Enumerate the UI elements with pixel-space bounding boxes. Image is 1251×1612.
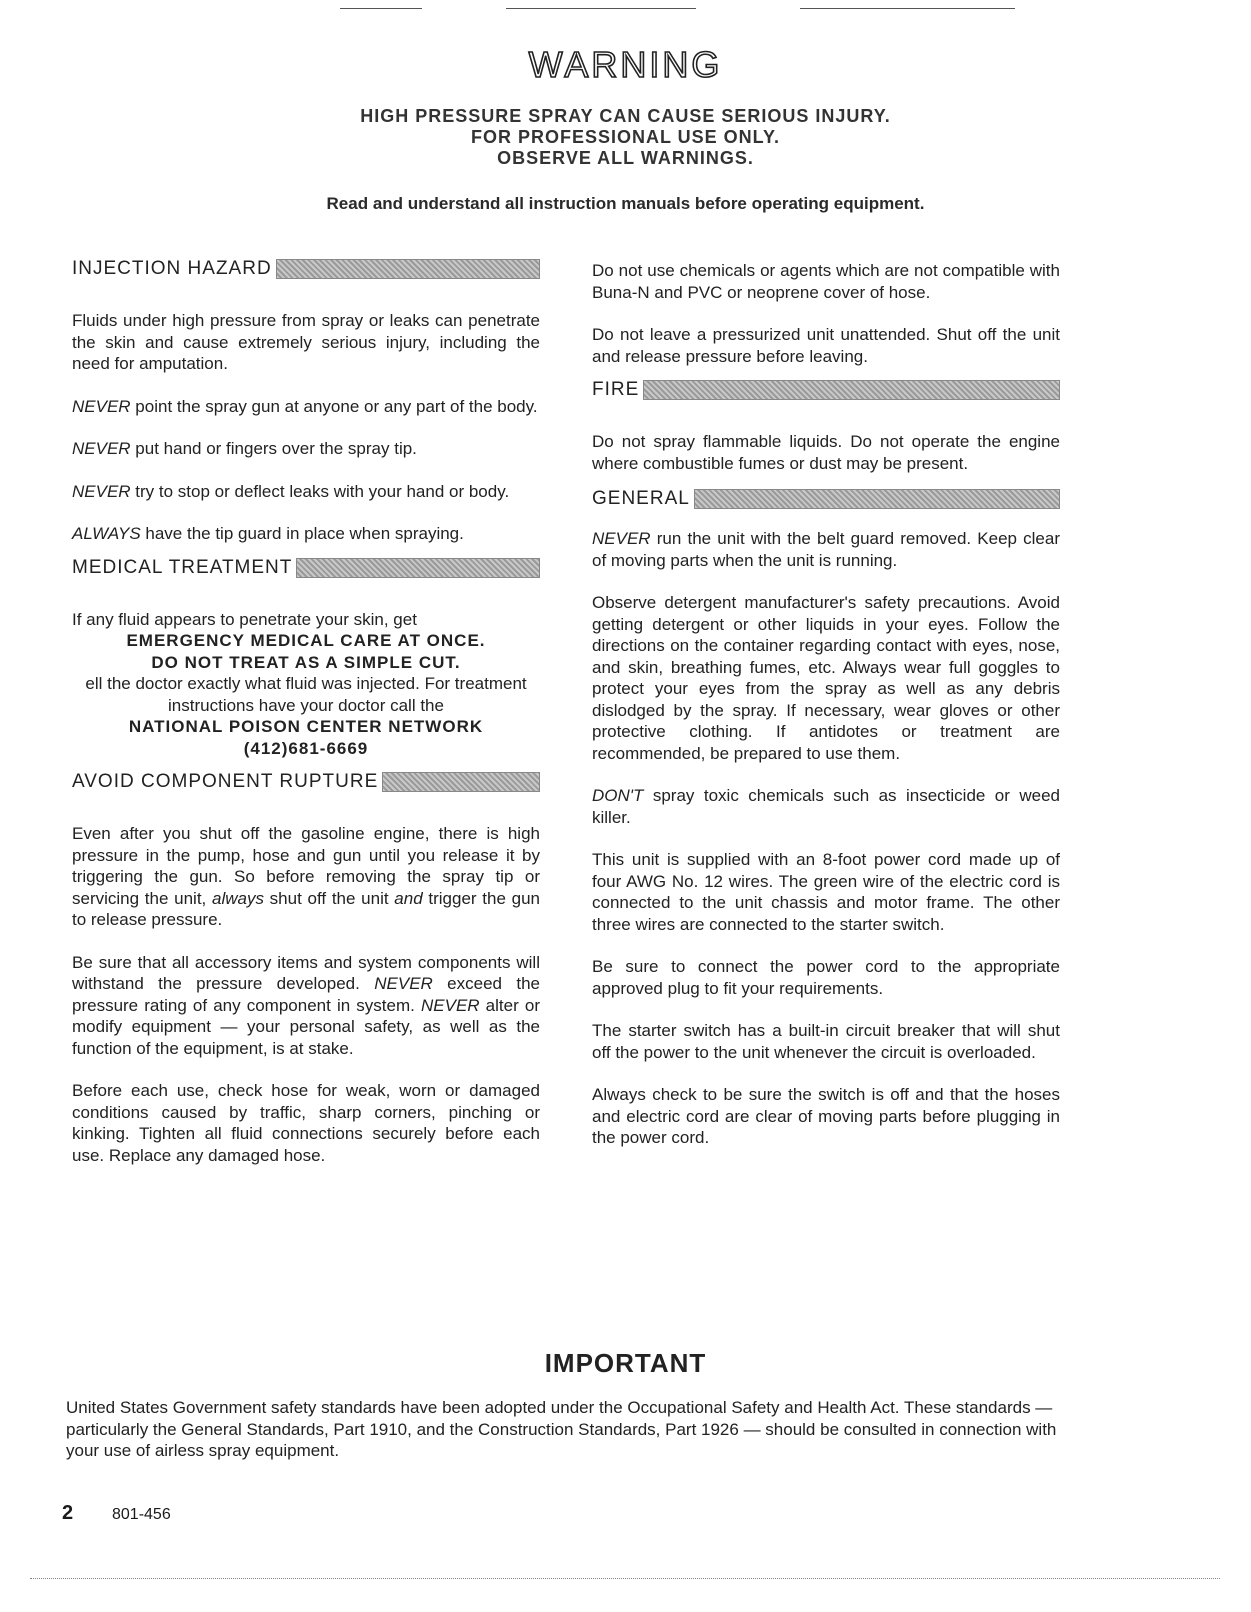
phone-number: (412)681-6669 <box>243 738 369 758</box>
paragraph: Observe detergent manufacturer's safety precautions. Avoid getting detergent or other liquids in your eyes. Follow the directions on the container regarding contact with eyes, nose, and skin, breathing fumes, etc. Always wear full goggles to protect your eyes from the spray as well as any debris dislodged by the spray. If necessary, wear gloves or other protective clothing. If antidotes or treatment are recommended, be prepared to use them. <box>592 593 1060 763</box>
text: put hand or fingers over the spray tip. <box>130 439 417 458</box>
emphasis: NEVER <box>72 481 131 501</box>
paragraph <box>72 952 540 1060</box>
text: Be sure that all accessory items and system components will withstand the pressure developed. <box>72 952 540 993</box>
emphasis: NEVER <box>374 974 433 993</box>
text: exceed the pressure rating of any component in system. <box>72 974 540 1015</box>
section-title: INJECTION HAZARD <box>72 258 272 280</box>
read-manual-line: Read and understand all instruction manuals before operating equipment. <box>326 194 925 213</box>
important-body: United States Government safety standards have been adopted under the Occupational Safety and Health Act. These standards — particularly the General Standards, Part 1910, and the Construction Standards, Part 1926 — should be consulted in connection with your use of airless spray equipment. <box>66 1398 1057 1460</box>
right-column <box>592 256 1060 1170</box>
paragraph <box>72 823 540 931</box>
section-title: MEDICAL TREATMENT <box>72 556 293 578</box>
emphasis: and <box>394 888 423 908</box>
emphasis: NEVER <box>420 995 480 1015</box>
emphasis-line: NATIONAL POISON CENTER NETWORK <box>128 717 484 736</box>
heading-bar <box>276 259 540 279</box>
paragraph: ell the doctor exactly what fluid was injected. For treatment instructions have your doctor call the <box>85 674 527 715</box>
page-number: 2 <box>62 1502 74 1524</box>
heading-bar <box>382 772 540 792</box>
section-heading-rupture <box>72 769 540 795</box>
paragraph <box>72 438 540 460</box>
paragraph: Fluids under high pressure from spray or leaks can penetrate the skin and cause extremely serious injury, including the need for amputation. <box>72 311 540 373</box>
paragraph <box>72 481 540 503</box>
paragraph: Do not use chemicals or agents which are not compatible with Buna-N and PVC or neoprene cover of hose. <box>592 261 1060 302</box>
paragraph: Before each use, check hose for weak, worn or damaged conditions caused by traffic, sharp corners, pinching or kinking. Tighten all fluid connections securely before each use. Replace any damaged hose. <box>72 1081 540 1165</box>
paragraph: Always check to be sure the switch is off and that the hoses and electric cord are clear of moving parts before plugging in the power cord. <box>592 1085 1060 1147</box>
section-heading-fire <box>592 377 1060 403</box>
heading-bar <box>694 489 1060 509</box>
emphasis: always <box>211 888 264 908</box>
emphasis: NEVER <box>72 396 131 416</box>
heading-bar <box>643 380 1060 400</box>
paragraph <box>592 528 1060 571</box>
paragraph: If any fluid appears to penetrate your skin, get <box>72 609 417 629</box>
text: shut off the unit <box>263 888 395 908</box>
text: Even after you shut off the gasoline engine, there is high pressure in the pump, hose and gun until you release it by triggering the gun. So before removing the spray tip or servicing the unit, <box>72 824 540 908</box>
emphasis-line: DO NOT TREAT AS A SIMPLE CUT. <box>151 652 461 672</box>
paragraph: The starter switch has a built-in circuit breaker that will shut off the power to the unit whenever the circuit is overloaded. <box>592 1021 1060 1062</box>
section-title: FIRE <box>592 379 640 401</box>
top-rule <box>506 8 696 9</box>
text: trigger the gun to release pressure. <box>72 888 540 929</box>
section-heading-injection <box>72 256 540 282</box>
section-heading-general <box>592 486 1060 512</box>
text: have the tip guard in place when spraying. <box>140 524 464 543</box>
text: spray toxic chemicals such as insecticide or weed killer. <box>592 786 1060 827</box>
text: try to stop or deflect leaks with your hand or body. <box>130 481 510 501</box>
text: run the unit with the belt guard removed. Keep clear of moving parts when the unit is running. <box>592 529 1060 570</box>
top-rule <box>340 8 422 9</box>
text: point the spray gun at anyone or any part of the body. <box>130 396 538 416</box>
emphasis: NEVER <box>72 439 131 458</box>
paragraph <box>592 785 1060 828</box>
text: alter or modify equipment — your personal safety, as well as the function of the equipment, is at stake. <box>72 995 540 1058</box>
paragraph: Do not leave a pressurized unit unattended. Shut off the unit and release pressure before leaving. <box>592 325 1060 366</box>
top-rule <box>800 8 1015 9</box>
subhead-line: OBSERVE ALL WARNINGS. <box>497 148 754 168</box>
paragraph: This unit is supplied with an 8-foot power cord made up of four AWG No. 12 wires. The green wire of the electric cord is connected to the unit chassis and motor frame. The other three wires are connected to the starter switch. <box>592 850 1060 934</box>
document-number: 801-456 <box>112 1506 171 1523</box>
paragraph: Be sure to connect the power cord to the appropriate approved plug to fit your requirements. <box>592 957 1060 998</box>
paragraph <box>72 396 540 418</box>
paragraph <box>72 523 540 545</box>
emphasis: DON'T <box>592 786 644 805</box>
bottom-rule <box>30 1578 1220 1579</box>
heading-bar <box>296 558 540 578</box>
emphasis: ALWAYS <box>72 524 141 543</box>
subhead-line: HIGH PRESSURE SPRAY CAN CAUSE SERIOUS INJURY. <box>360 106 891 126</box>
emphasis: NEVER <box>592 529 651 548</box>
emphasis-line: EMERGENCY MEDICAL CARE AT ONCE. <box>126 631 486 650</box>
section-title: GENERAL <box>592 488 690 510</box>
left-column <box>72 256 540 1187</box>
paragraph: Do not spray flammable liquids. Do not operate the engine where combustible fumes or dust may be present. <box>592 432 1060 473</box>
warning-title: WARNING <box>528 44 723 85</box>
important-title: IMPORTANT <box>544 1348 707 1378</box>
warning-subheads <box>0 106 1251 169</box>
section-heading-medical <box>72 555 540 581</box>
subhead-line: FOR PROFESSIONAL USE ONLY. <box>470 127 781 147</box>
section-title: AVOID COMPONENT RUPTURE <box>72 771 379 793</box>
